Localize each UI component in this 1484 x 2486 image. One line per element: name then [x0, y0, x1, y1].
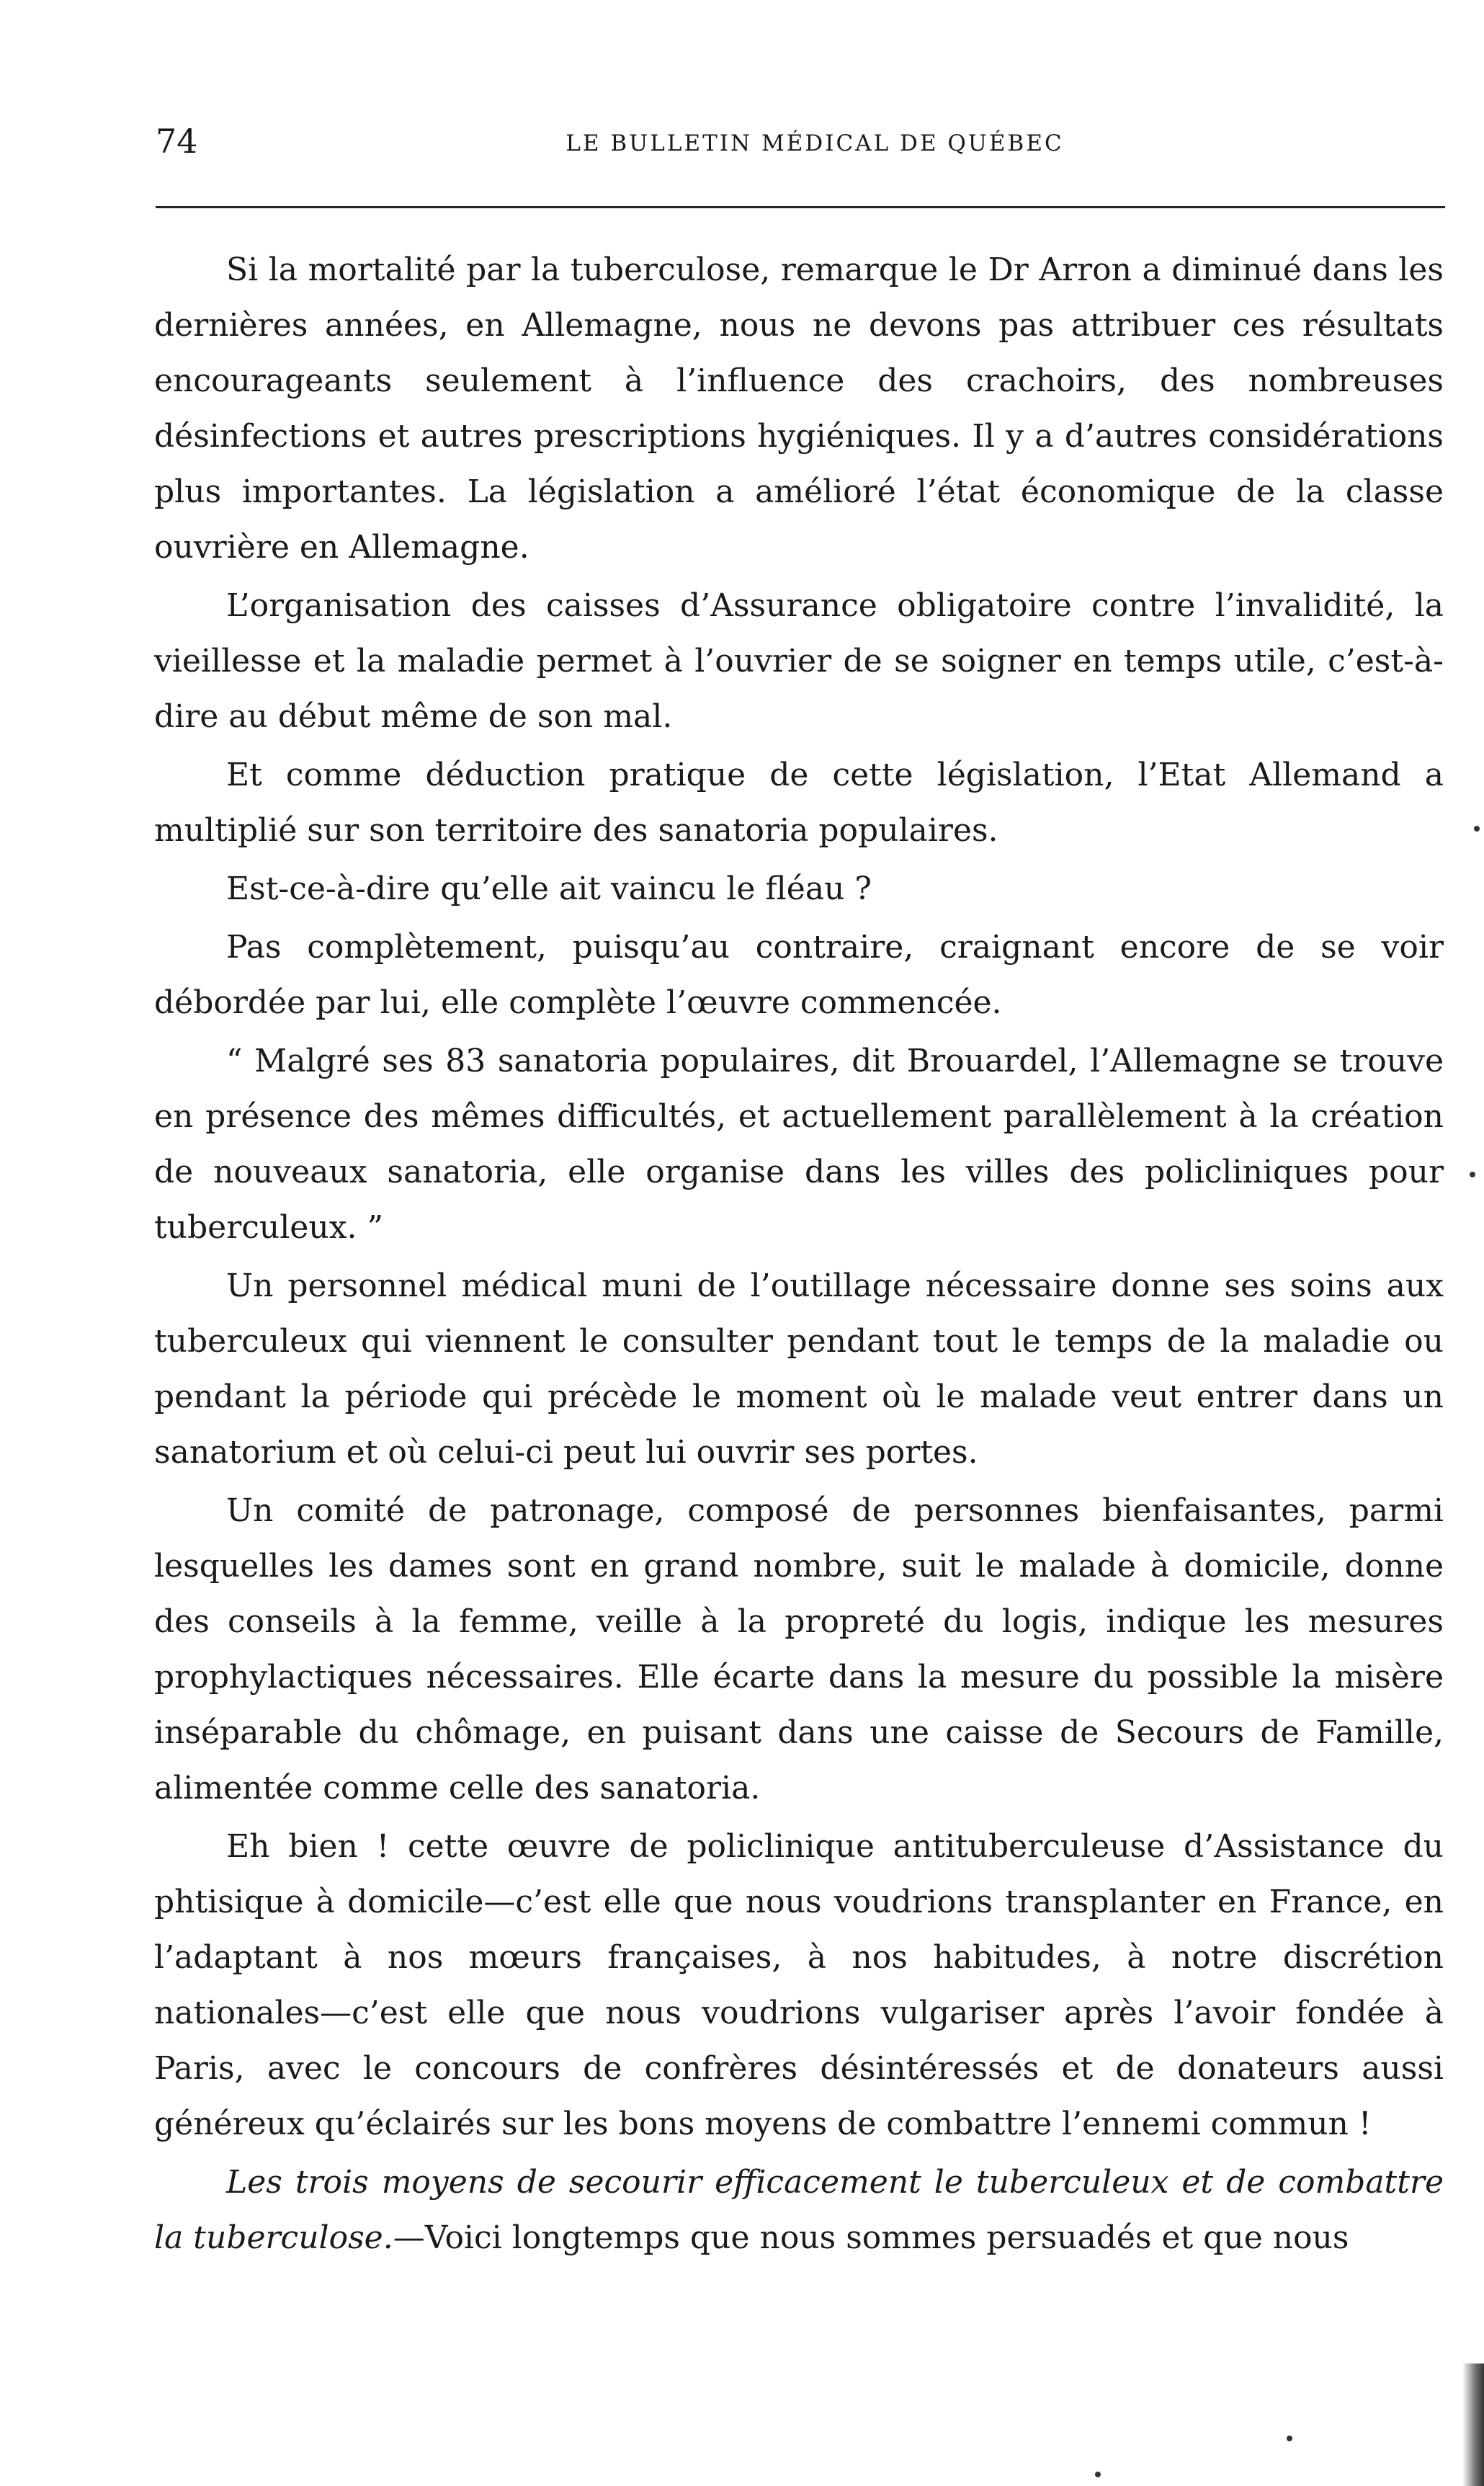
header-rule	[156, 206, 1445, 208]
article-body	[154, 242, 1444, 2268]
print-speck	[1287, 2436, 1292, 2441]
paragraph: Pas complètement, puisqu’au contraire, craignant encore de se voir débordée par lui, elle complète l’œuvre commencée.	[154, 929, 1444, 1021]
paragraph: Eh bien ! cette œuvre de policlinique antituberculeuse d’Assistance du phtisique à domicile—c’est elle que nous voudrions transplanter en France, en l’adaptant à nos mœurs françaises, à nos habitudes, à notre discrétion nationales—c’est elle que nous voudrions vulgariser après l’avoir fondée à Paris, avec le concours de confrères désintéressés et de donateurs aussi généreux qu’éclairés sur les bons moyens de combattre l’ennemi commun !	[154, 1828, 1444, 2142]
paragraph: Et comme déduction pratique de cette législation, l’Etat Allemand a multiplié sur son territoire des sanatoria populaires.	[154, 757, 1444, 849]
page-header	[156, 115, 1445, 173]
scan-edge-shadow	[1462, 2364, 1484, 2486]
paragraph: Est-ce-à-dire qu’elle ait vaincu le fléau ?	[226, 870, 872, 907]
section-heading-italic: Les trois moyens de secourir efficacement le tuberculeux et de combattre la tuberculose.	[154, 2164, 1444, 2256]
paragraph: “ Malgré ses 83 sanatoria populaires, dit Brouardel, l’Allemagne se trouve en présence des mêmes difficultés, et actuellement parallèlement à la création de nouveaux sanatoria, elle organise dans les villes des policliniques pour tuberculeux. ”	[154, 1043, 1444, 1246]
print-speck	[1470, 1172, 1475, 1177]
paragraph: Si la mortalité par la tuberculose, remarque le Dr Arron a diminué dans les dernières années, en Allemagne, nous ne devons pas attribuer ces résultats encourageants seulement à l’influence des crachoirs, des nombreuses désinfections et autres prescriptions hygiéniques. Il y a d’autres considérations plus importantes. La législation a amélioré l’état économique de la classe ouvrière en Allemagne.	[154, 251, 1444, 566]
paragraph: Un comité de patronage, composé de personnes bienfaisantes, parmi lesquelles les dames sont en grand nombre, suit le malade à domicile, donne des conseils à la femme, veille à la propreté du logis, indique les mesures prophylactiques nécessaires. Elle écarte dans la mesure du possible la misère inséparable du chômage, en puisant dans une caisse de Secours de Famille, alimentée comme celle des sanatoria.	[154, 1492, 1444, 1806]
paragraph: L’organisation des caisses d’Assurance obligatoire contre l’invalidité, la vieillesse et la maladie permet à l’ouvrier de se soigner en temps utile, c’est-à-dire au début même de son mal.	[154, 587, 1444, 735]
print-speck	[1095, 2472, 1101, 2477]
page-number: 74	[156, 122, 198, 161]
section-paragraph	[154, 2155, 1444, 2266]
print-speck	[1474, 826, 1480, 832]
section-paragraph-text: —Voici longtemps que nous sommes persuadés et que nous	[393, 2219, 1349, 2256]
running-title: LE BULLETIN MÉDICAL DE QUÉBEC	[566, 130, 1064, 156]
paragraph: Un personnel médical muni de l’outillage nécessaire donne ses soins aux tuberculeux qui viennent le consulter pendant tout le temps de la maladie ou pendant la période qui précède le moment où le malade veut entrer dans un sanatorium et où celui-ci peut lui ouvrir ses portes.	[154, 1267, 1444, 1471]
